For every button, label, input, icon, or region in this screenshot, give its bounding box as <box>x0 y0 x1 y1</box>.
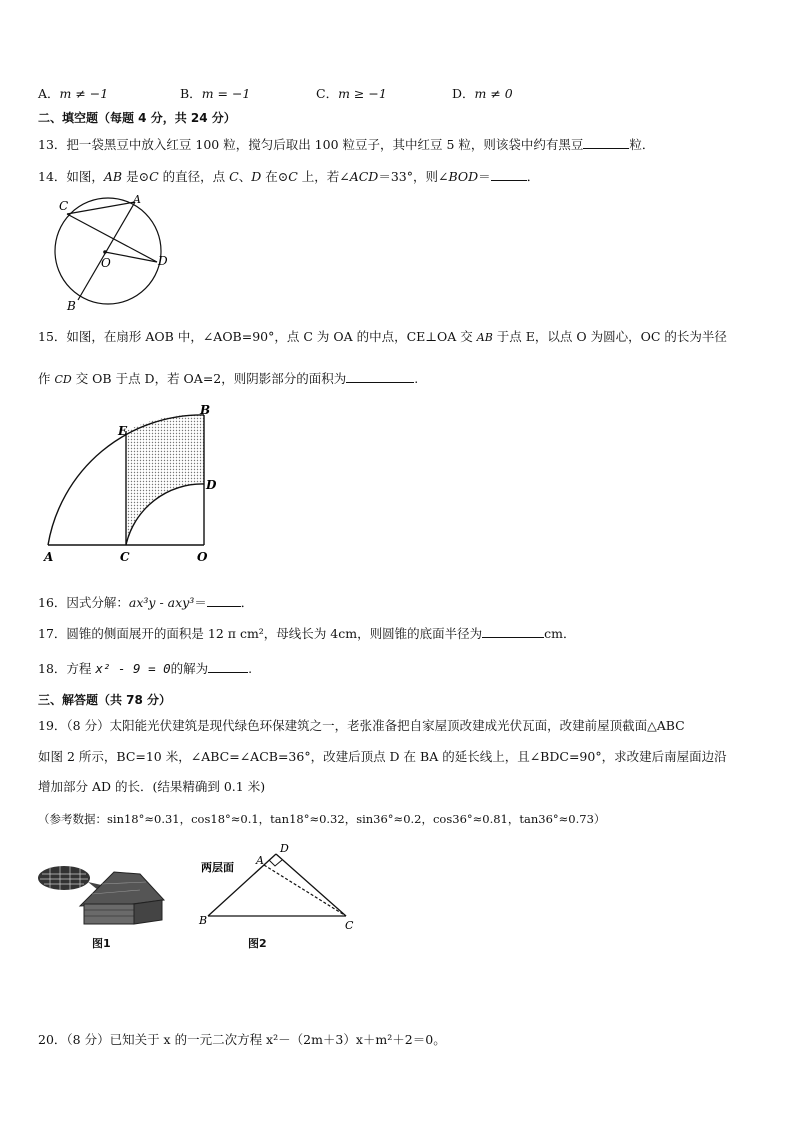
q14-t2: 的直径，点 <box>158 169 230 184</box>
q14-suffix: ． <box>526 169 540 184</box>
q14-d: D <box>251 169 262 184</box>
label-o: O <box>197 550 208 564</box>
label-b: B <box>199 914 208 927</box>
shaded-region <box>126 415 204 545</box>
q18-text: 18．方程 <box>38 661 96 676</box>
q14-t1: 是⊙ <box>122 169 150 184</box>
roof-label: 两层面 <box>201 861 234 874</box>
question-16 <box>38 594 253 611</box>
q17-text: 17．圆锥的侧面展开的面积是 12 π cm²，母线长为 4cm，则圆锥的底面半径为 <box>38 626 483 641</box>
q13-suffix: 粒． <box>629 137 655 152</box>
option-d <box>452 84 513 102</box>
option-a-math: m ≠ −1 <box>59 86 109 101</box>
question-19-reference-data: （参考数据：sin18°≈0.31，cos18°≈0.1，tan18°≈0.32，sin36°≈0.2，cos36°≈0.81，tan36°≈0.73） <box>38 812 606 826</box>
q14-t5: 上，若∠ <box>297 169 350 184</box>
chord-cd <box>67 214 157 262</box>
answer-blank[interactable] <box>346 370 414 383</box>
q14-bod: BOD <box>448 169 479 184</box>
label-a: A <box>133 193 141 206</box>
option-b-label: B． <box>180 86 202 101</box>
q15-text-1b: 于点 E，以点 O 为圆心，OC 的长为半径 <box>492 329 727 344</box>
question-15-line-2 <box>38 370 418 388</box>
q15-text-1: 15．如图，在扇形 AOB 中，∠AOB=90°，点 C 为 OA 的中点，CE⊥OA 交 <box>38 329 477 344</box>
label-d: D <box>206 478 217 492</box>
q18-equation: x² - 9 = 0 <box>95 661 171 676</box>
q16-equals: ＝ <box>194 595 207 610</box>
q16-suffix: ． <box>240 595 254 610</box>
q14-c1: C <box>149 169 159 184</box>
question-19-line-2: 如图 2 所示，BC=10 米，∠ABC=∠ACB=36°，改建后顶点 D 在 BA 的延长线上，且∠BDC=90°，求改建后南屋面边沿 <box>38 749 727 764</box>
option-b-math: m = −1 <box>201 86 251 101</box>
figure-1-caption: 图1 <box>92 937 111 950</box>
label-c: C <box>59 199 69 213</box>
q15-text-2a: 作 <box>38 371 55 386</box>
answer-blank[interactable] <box>482 625 544 638</box>
section-title-solve: 三、解答题（共 78 分） <box>38 693 172 707</box>
segment-ac-dashed <box>264 865 346 916</box>
segment-dc <box>276 854 346 916</box>
option-c-math: m ≥ −1 <box>338 86 387 101</box>
question-13 <box>38 136 654 153</box>
house-illustration <box>36 860 168 928</box>
figure-2-caption: 图2 <box>248 937 267 950</box>
q19-triangle-figure <box>196 838 366 934</box>
question-18 <box>38 660 252 677</box>
option-c <box>316 84 387 102</box>
answer-blank[interactable] <box>207 594 241 607</box>
q16-text: 16．因式分解： <box>38 595 129 610</box>
option-b <box>180 84 250 102</box>
label-a: A <box>44 550 54 564</box>
q16-expression: ax³y - axy³ <box>128 595 195 610</box>
right-angle-marker <box>269 860 282 866</box>
q14-c2: C <box>229 169 239 184</box>
q18-suffix: . <box>248 661 253 676</box>
option-a <box>38 84 108 102</box>
radius-od <box>105 252 157 262</box>
section-title-fill-in: 二、填空题（每题 4 分，共 24 分） <box>38 111 236 125</box>
q14-t3: 、 <box>238 169 252 184</box>
center-point <box>103 250 107 254</box>
answer-blank[interactable] <box>208 660 248 673</box>
option-a-label: A． <box>38 86 60 101</box>
option-d-math: m ≠ 0 <box>474 86 513 101</box>
q17-suffix: cm． <box>544 626 576 641</box>
question-19-line-1: 19．（8 分）太阳能光伏建筑是现代绿色环保建筑之一，老张准备把自家屋顶改建成光伏瓦面，改建前屋顶截面△ABC <box>38 718 685 733</box>
q14-acd: ACD <box>349 169 379 184</box>
label-b: B <box>67 299 76 313</box>
q13-text: 13．把一袋黑豆中放入红豆 100 粒，搅匀后取出 100 粒豆子，其中红豆 5 粒，则该袋中约有黑豆 <box>38 137 584 152</box>
question-14 <box>38 168 539 185</box>
question-17 <box>38 625 575 642</box>
q15-arc-ab: AB <box>476 331 493 344</box>
diameter-ab <box>78 202 135 300</box>
question-20: 20．（8 分）已知关于 x 的一元二次方程 x²－（2m＋3）x＋m²＋2＝0。 <box>38 1032 446 1047</box>
label-c: C <box>120 550 130 564</box>
label-e: E <box>118 424 128 438</box>
label-d: D <box>280 842 289 855</box>
question-15-line-1 <box>38 329 727 346</box>
q14-t4: 在⊙ <box>261 169 289 184</box>
q14-c3: C <box>288 169 298 184</box>
option-c-label: C． <box>316 86 339 101</box>
q14-ab: AB <box>103 169 123 184</box>
solar-panel-icon <box>38 866 90 890</box>
label-o: O <box>101 256 111 270</box>
q14-circle-figure <box>45 192 175 317</box>
q14-num: 14．如图， <box>38 169 104 184</box>
label-d: D <box>158 254 168 268</box>
q15-suffix: . <box>414 371 419 386</box>
q14-t6: ＝33°，则∠ <box>378 169 449 184</box>
option-d-label: D． <box>452 86 475 101</box>
label-c: C <box>345 919 354 932</box>
label-b: B <box>200 403 211 417</box>
q15-sector-figure <box>40 402 230 567</box>
label-a: A <box>256 854 264 867</box>
answer-blank[interactable] <box>583 136 629 149</box>
question-19-line-3: 增加部分 AD 的长．(结果精确到 0.1 米) <box>38 779 266 794</box>
q15-arc-cd: CD <box>54 373 72 386</box>
q18-mid: 的解为 <box>170 661 209 676</box>
answer-blank[interactable] <box>491 168 527 181</box>
q15-text-2b: 交 OB 于点 D，若 OA=2，则阴影部分的面积为 <box>71 371 347 386</box>
q14-t7: ＝ <box>478 169 491 184</box>
